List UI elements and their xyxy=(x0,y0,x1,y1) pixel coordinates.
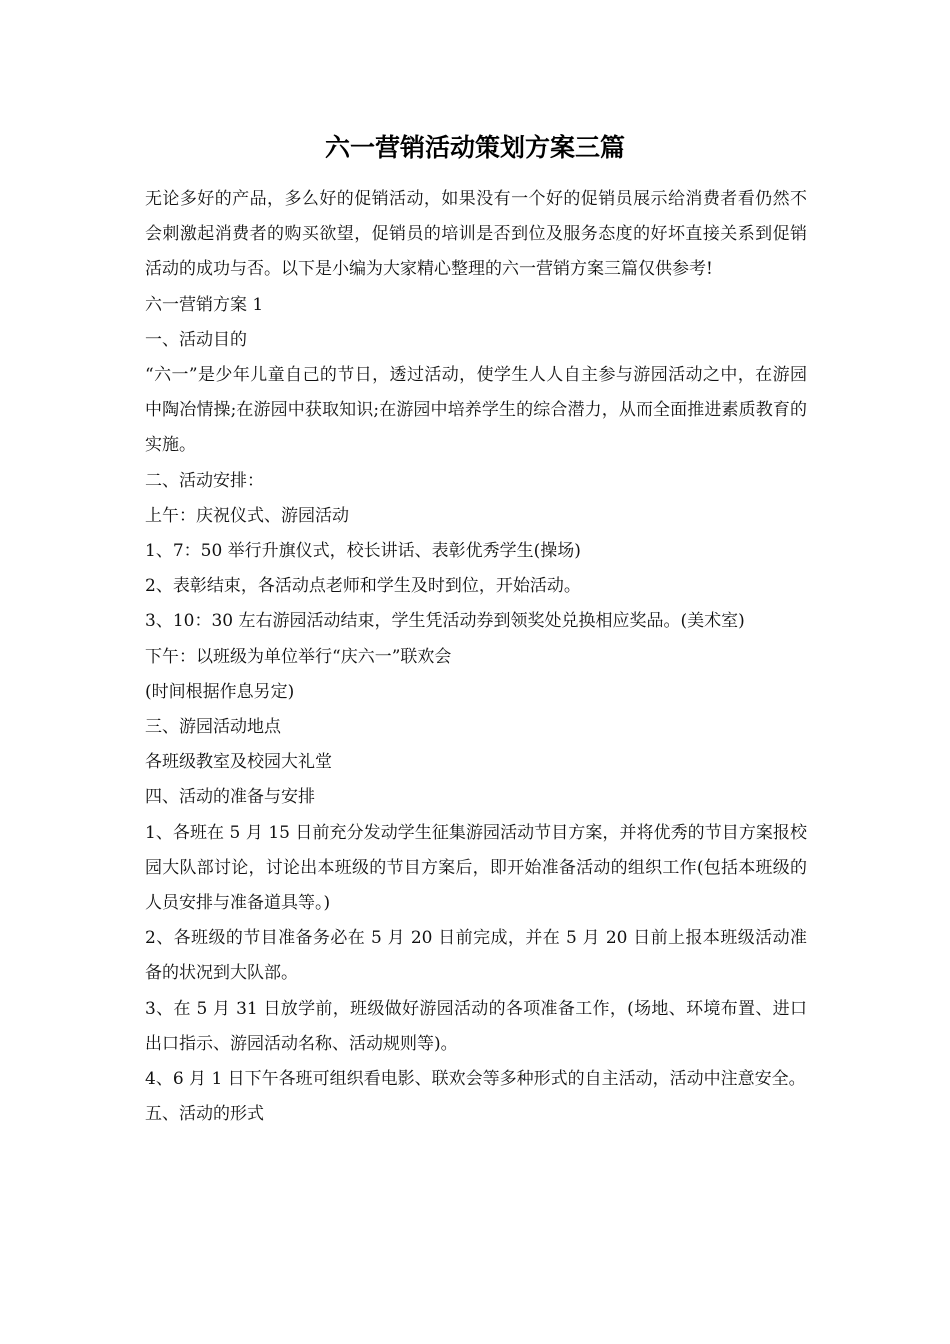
list-item-morning-3: 3、10：30 左右游园活动结束，学生凭活动券到领奖处兑换相应奖品。(美术室) xyxy=(145,611,745,632)
list-item-morning-1: 1、7：50 举行升旗仪式，校长讲话、表彰优秀学生(操场) xyxy=(145,541,581,562)
section-heading-format: 五、活动的形式 xyxy=(145,1104,264,1125)
paragraph-time-note: (时间根据作息另定) xyxy=(145,681,295,702)
section-heading-purpose: 一、活动目的 xyxy=(145,329,247,350)
section-heading-arrangement: 二、活动安排： xyxy=(145,470,264,491)
document-body xyxy=(145,182,807,1132)
list-item-preparation-1: 1、各班在 5 月 15 日前充分发动学生征集游园活动节目方案，并将优秀的节目方案报校园大队部讨论，讨论出本班级的节目方案后，即开始准备活动的组织工作(包括本班级的人员安排与准备道具等。) xyxy=(145,822,807,914)
paragraph-afternoon: 下午：以班级为单位举行“庆六一”联欢会 xyxy=(145,646,452,667)
section-heading-plan-1: 六一营销方案 1 xyxy=(145,294,264,315)
document-title: 六一营销活动策划方案三篇 xyxy=(324,133,625,162)
list-item-morning-2: 2、表彰结束，各活动点老师和学生及时到位，开始活动。 xyxy=(145,576,581,597)
list-item-preparation-3: 3、在 5 月 31 日放学前，班级做好游园活动的各项准备工作，(场地、环境布置、进口出口指示、游园活动名称、活动规则等)。 xyxy=(145,998,807,1054)
paragraph-purpose: “六一”是少年儿童自己的节日，透过活动，使学生人人自主参与游园活动之中，在游园中陶冶情操;在游园中获取知识;在游园中培养学生的综合潜力，从而全面推进素质教育的实施。 xyxy=(145,365,807,456)
list-item-preparation-4: 4、6 月 1 日下午各班可组织看电影、联欢会等多种形式的自主活动，活动中注意安全。 xyxy=(145,1069,806,1090)
paragraph-location: 各班级教室及校园大礼堂 xyxy=(145,752,332,773)
section-heading-preparation: 四、活动的准备与安排 xyxy=(145,787,315,808)
paragraph-morning: 上午：庆祝仪式、游园活动 xyxy=(145,505,349,526)
section-heading-location: 三、游园活动地点 xyxy=(145,717,281,738)
list-item-preparation-2: 2、各班级的节目准备务必在 5 月 20 日前完成，并在 5 月 20 日前上报本班级活动准备的状况到大队部。 xyxy=(145,928,807,984)
intro-paragraph: 无论多好的产品，多么好的促销活动，如果没有一个好的促销员展示给消费者看仍然不会刺激起消费者的购买欲望，促销员的培训是否到位及服务态度的好坏直接关系到促销活动的成功与否。以下是小编为大家精心整理的六一营销方案三篇仅供参考! xyxy=(145,189,807,280)
